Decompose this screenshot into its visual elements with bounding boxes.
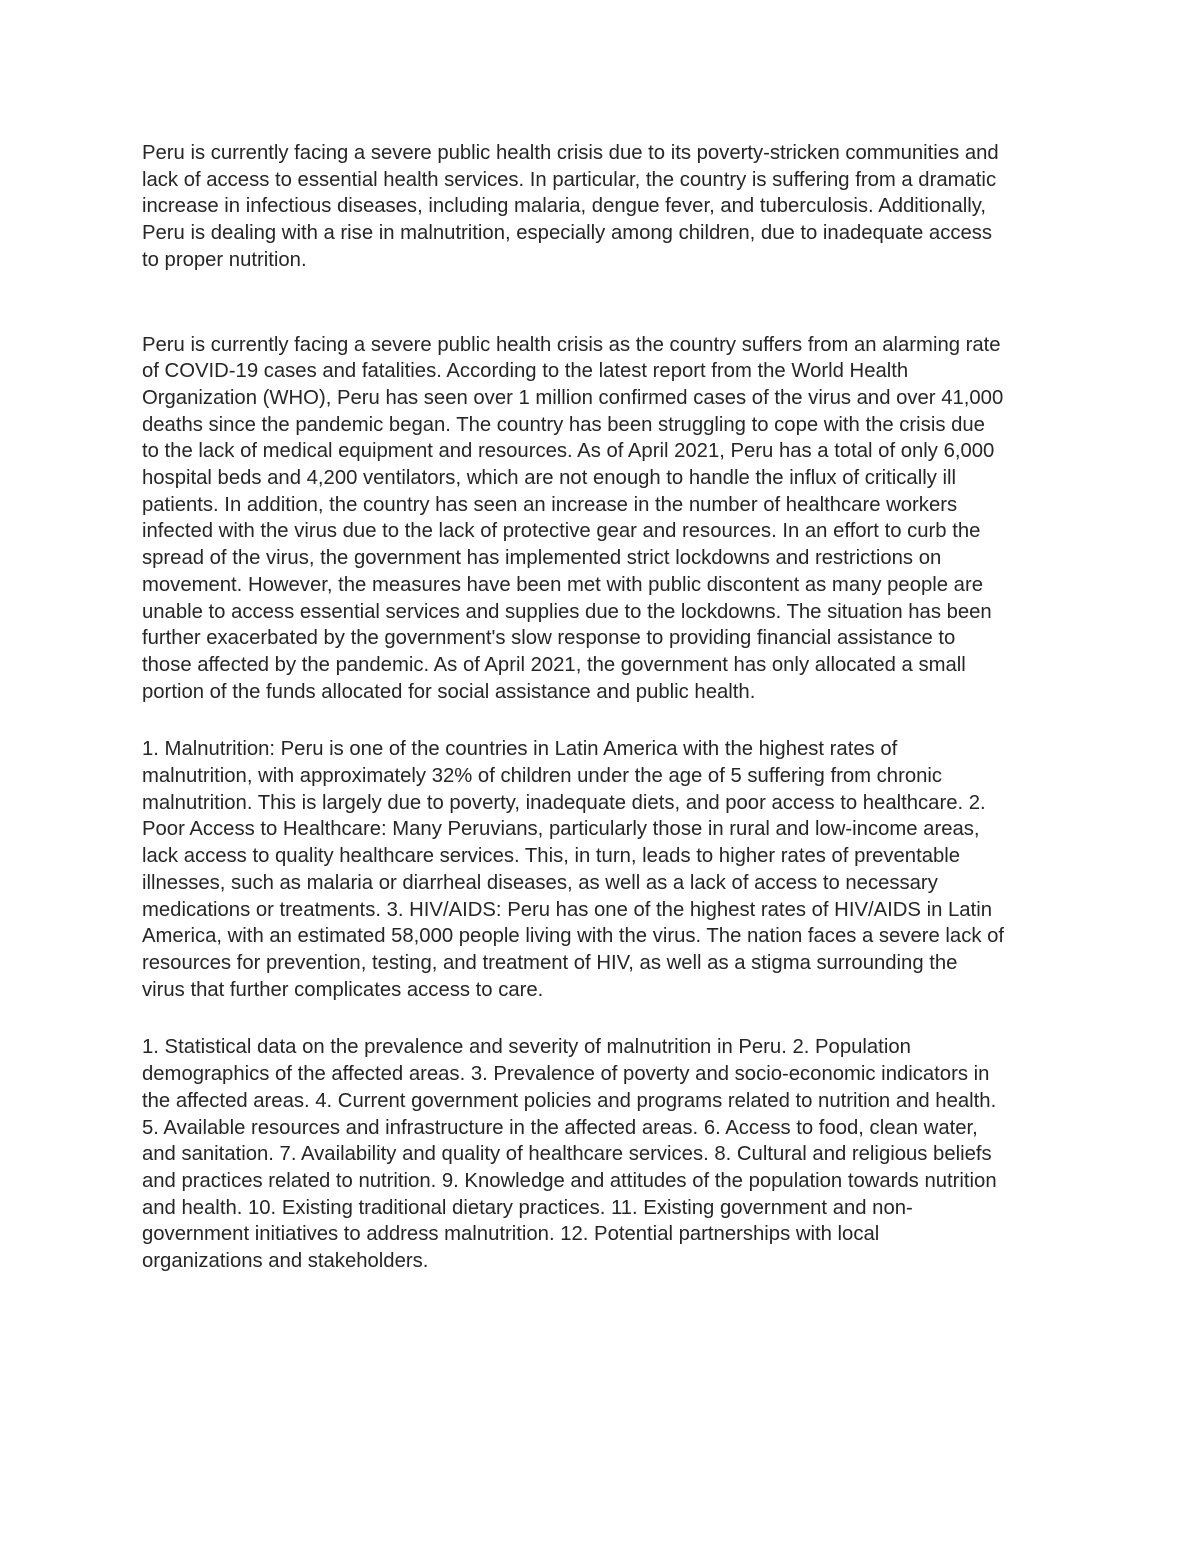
paragraph-key-health-issues: 1. Malnutrition: Peru is one of the countries in Latin America with the highest rates of malnutrition, with approximately 32% of children under the age of 5 suffering from chronic malnutrition. This is largely due to poverty, inadequate diets, and poor access to healthcare. 2. Poor Access to Healthcare: Many Peruvians, particularly those in rural and low-income areas, lack access to quality healthcare services. This, in turn, leads to higher rates of preventable illnesses, such as malaria or diarrheal diseases, as well as a lack of access to necessary medications or treatments. 3. HIV/AIDS: Peru has one of the highest rates of HIV/AIDS in Latin America, with an estimated 58,000 people living with the virus. The nation faces a severe lack of resources for prevention, testing, and treatment of HIV, as well as a stigma surrounding the virus that further complicates access to care. <box>142 738 1005 1001</box>
paragraph-covid-19-crisis: Peru is currently facing a severe public health crisis as the country suffers from an alarming rate of COVID-19 cases and fatalities. According to the latest report from the World Health Organization (WHO), Peru has seen over 1 million confirmed cases of the virus and over 41,000 deaths since the pandemic began. The country has been struggling to cope with the crisis due to the lack of medical equipment and resources. As of April 2021, Peru has a total of only 6,000 hospital beds and 4,200 ventilators, which are not enough to handle the influx of critically ill patients. In addition, the country has seen an increase in the number of healthcare workers infected with the virus due to the lack of protective gear and resources. In an effort to curb the spread of the virus, the government has implemented strict lockdowns and restrictions on movement. However, the measures have been met with public discontent as many people are unable to access essential services and supplies due to the lockdowns. The situation has been further exacerbated by the government's slow response to providing financial assistance to those affected by the pandemic. As of April 2021, the government has only allocated a small portion of the funds allocated for social assistance and public health. <box>142 333 1004 703</box>
paragraph-health-crisis-overview: Peru is currently facing a severe public health crisis due to its poverty-stricken communities and lack of access to essential health services. In particular, the country is suffering from a dramatic increase in infectious diseases, including malaria, dengue fever, and tuberculosis. Additionally, Peru is dealing with a rise in malnutrition, especially among children, due to inadequate access to proper nutrition. <box>142 142 999 271</box>
paragraph-data-needs-list: 1. Statistical data on the prevalence and severity of malnutrition in Peru. 2. Population demographics of the affected areas. 3. Prevalence of poverty and socio-economic indicators in the affected areas. 4. Current government policies and programs related to nutrition and health. 5. Available resources and infrastructure in the affected areas. 6. Access to food, clean water, and sanitation. 7. Availability and quality of healthcare services. 8. Cultural and religious beliefs and practices related to nutrition. 9. Knowledge and attitudes of the population towards nutrition and health. 10. Existing traditional dietary practices. 11. Existing government and non- government initiatives to address malnutrition. 12. Potential partnerships with local organizations and stakeholders. <box>142 1036 997 1273</box>
document-body <box>142 140 1062 1275</box>
